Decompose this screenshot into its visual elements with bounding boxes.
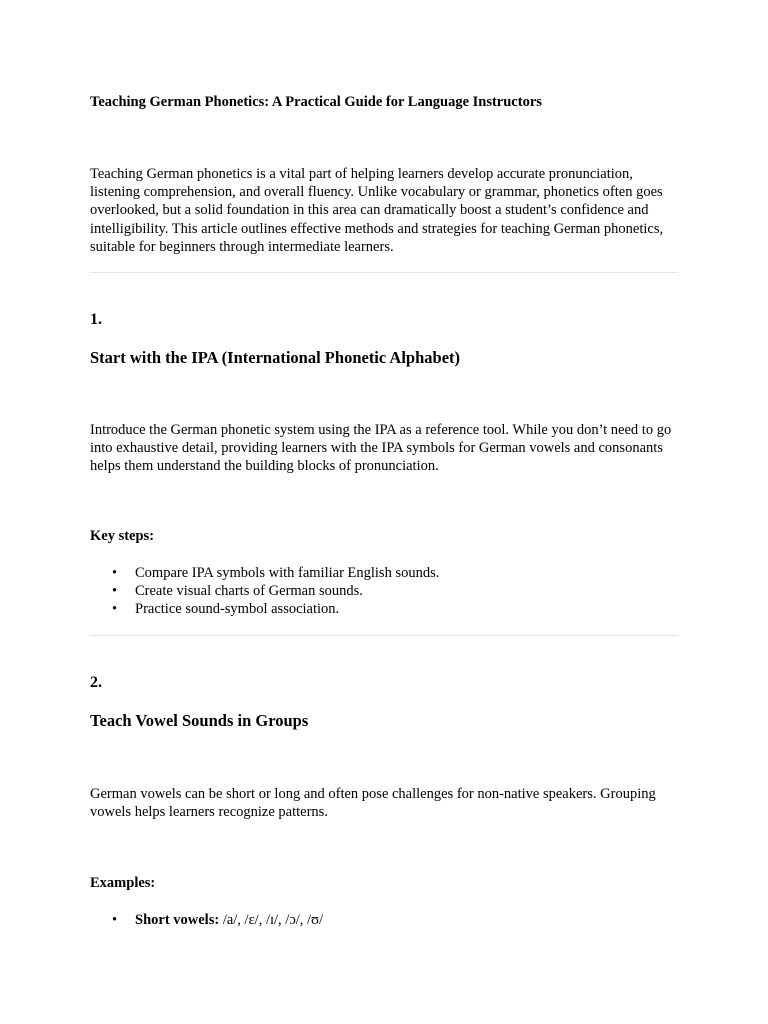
bullet-icon: • — [112, 601, 118, 618]
key-steps-list — [90, 564, 678, 619]
section-number: 2. — [90, 674, 102, 691]
list-item-label: Short vowels: — [135, 912, 220, 928]
list-item — [90, 564, 678, 582]
bullet-icon: • — [112, 583, 118, 600]
section-paragraph: Introduce the German phonetic system using the IPA as a reference tool. While you don’t need to go into exhaustive detail, providing learners with the IPA symbols for German vowels and consonants helps them understand the building blocks of pronunciation. — [90, 422, 672, 475]
list-item-text: Practice sound-symbol association. — [135, 601, 340, 618]
examples-list — [90, 911, 678, 929]
list-label: Key steps: — [90, 528, 155, 544]
list-item — [90, 600, 678, 618]
section-number: 1. — [90, 311, 102, 328]
list-item-text: /a/, /ɛ/, /ɪ/, /ɔ/, /ʊ/ — [219, 912, 324, 928]
bullet-icon: • — [112, 912, 118, 928]
section-divider — [90, 635, 678, 636]
bullet-icon: • — [112, 565, 118, 581]
section-paragraph: German vowels can be short or long and often pose challenges for non-native speakers. Grouping vowels helps learners recognize patterns. — [90, 786, 656, 821]
document-title: Teaching German Phonetics: A Practical Guide for Language Instructors — [90, 94, 542, 110]
intro-paragraph: Teaching German phonetics is a vital part of helping learners develop accurate pronunciation, listening comprehension, and overall fluency. Unlike vocabulary or grammar, phonetics often goes overlooked, but a solid foundation in this area can dramatically boost a student’s confidence and intelligibility. This article outlines effective methods and strategies for teaching German phonetics, suitable for beginners through intermediate learners. — [90, 166, 664, 255]
list-item-text: Compare IPA symbols with familiar English sounds. — [135, 565, 440, 581]
section-divider — [90, 272, 678, 273]
section-heading: Teach Vowel Sounds in Groups — [90, 711, 309, 730]
list-item — [90, 582, 678, 600]
list-label: Examples: — [90, 875, 156, 891]
list-item-text: Create visual charts of German sounds. — [135, 583, 363, 600]
list-item — [90, 911, 678, 929]
section-heading: Start with the IPA (International Phonetic Alphabet) — [90, 348, 461, 367]
